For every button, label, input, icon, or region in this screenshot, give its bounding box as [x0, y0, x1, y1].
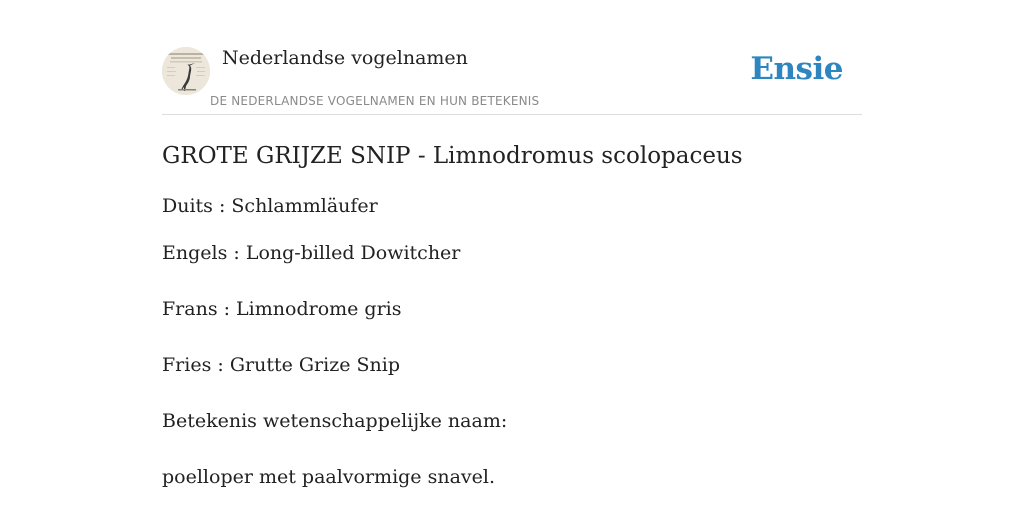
entry-line-engels: Engels : Long-billed Dowitcher	[162, 242, 461, 264]
entry-line-fries: Fries : Grutte Grize Snip	[162, 354, 400, 376]
site-header	[162, 45, 862, 115]
entry-line-betekenis-label: Betekenis wetenschappelijke naam:	[162, 410, 508, 432]
site-subtitle: DE NEDERLANDSE VOGELNAMEN EN HUN BETEKENIS	[210, 94, 540, 108]
entry-line-betekenis: poelloper met paalvormige snavel.	[162, 466, 496, 488]
entry-title: GROTE GRIJZE SNIP - Limnodromus scolopaceus	[162, 143, 743, 169]
site-title[interactable]: Nederlandse vogelnamen	[222, 47, 468, 69]
avatar[interactable]	[162, 47, 210, 95]
ensie-logo[interactable]: Ensie	[750, 51, 843, 87]
entry-line-frans: Frans : Limnodrome gris	[162, 298, 402, 320]
entry-line-duits: Duits : Schlammläufer	[162, 195, 378, 217]
bird-book-cover-icon	[162, 47, 210, 95]
